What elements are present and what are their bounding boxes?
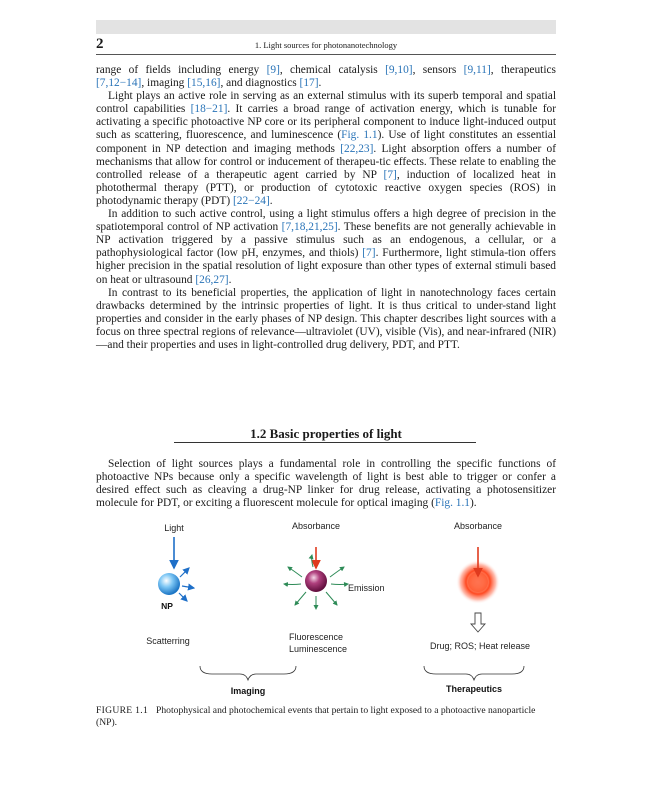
luminescence-label: Luminescence	[288, 644, 348, 654]
imaging-label: Imaging	[230, 686, 266, 696]
citation-link[interactable]: [22,23]	[340, 142, 374, 155]
emission-label: Emission	[348, 583, 385, 593]
np-sphere-blue	[158, 573, 180, 595]
text-run: , therapeutics	[490, 64, 556, 76]
running-head: 1. Light sources for photonanotechnology	[254, 40, 398, 50]
citation-link[interactable]: Fig. 1.1	[341, 129, 378, 142]
text-run: , sensors	[412, 64, 464, 76]
emission-arrow	[331, 584, 348, 585]
emission-arrow	[288, 567, 302, 577]
header-bar	[96, 20, 556, 34]
text-run: ). Use of light constitutes an essential component in NP detection and imaging methods	[96, 129, 556, 155]
scattering-label: Scatterring	[146, 636, 190, 646]
paragraph	[96, 64, 556, 90]
absorbance-label: Absorbance	[453, 521, 503, 531]
caption-label: FIGURE 1.1	[96, 705, 149, 716]
paragraph	[96, 90, 556, 208]
np-glow	[456, 560, 500, 604]
citation-link[interactable]: [15,16]	[187, 77, 221, 90]
light-label: Light	[164, 523, 184, 533]
citation-link[interactable]: [7]	[362, 247, 376, 260]
emission-arrow	[295, 592, 306, 605]
text-run: , chemical catalysis	[279, 64, 386, 76]
paragraph	[96, 287, 556, 352]
np-label: NP	[161, 601, 173, 611]
paragraph	[96, 208, 556, 287]
citation-link[interactable]: [18−21]	[190, 103, 228, 116]
citation-link[interactable]: [9,11]	[463, 64, 491, 76]
page-number: 2	[96, 36, 104, 52]
scatter-arrow	[180, 568, 189, 577]
emission-arrow	[326, 592, 337, 605]
text-run: . These benefits are not generally achievable in NP activation triggered by a passive stimulus such as an endogenous, a cellular, or a pathophysiological factor (low pH, enzymes, and thiols)	[96, 221, 556, 260]
text-run: . Light absorption offers a number of mechanisms that allow for control or inducement of therapeu-tic effects. These relate to enabling the controlled release of a therapeutic agent carried by NP	[96, 142, 556, 181]
citation-link[interactable]: Fig. 1.1	[434, 497, 471, 510]
body-text	[96, 64, 556, 352]
text-run: Selection of light sources plays a fundamental role in controlling the specific functions of photoactive NPs because only a specific wavelength of light is best able to trigger or confer a desired effect such as cleaving a drug-NP linker for drug release, activating a photosensitizer molecule for PDT, or exciting a fluorescent molecule for optical imaging (	[96, 458, 556, 510]
text-run: , and diagnostics	[220, 77, 300, 90]
citation-link[interactable]: [7]	[383, 168, 397, 181]
caption-text: Photophysical and photochemical events that pertain to light exposed to a photoactive nanoparticle (NP).	[96, 705, 536, 728]
emission-arrow	[284, 584, 301, 585]
citation-link[interactable]: [9,10]	[385, 64, 413, 76]
figure-caption	[96, 705, 556, 729]
text-run: .	[269, 194, 273, 207]
np-sphere-red	[468, 572, 488, 592]
release-arrow	[471, 613, 485, 632]
text-run: In addition to such active control, using a light stimulus offers a high degree of precision in the spatiotemporal control of NP activation	[96, 208, 556, 234]
fluorescence-label: Fluorescence	[288, 632, 344, 642]
text-run: range of fields including energy	[96, 64, 267, 76]
text-run: .	[228, 273, 232, 286]
text-run: In contrast to its beneficial properties, the application of light in nanotechnology faces certain drawbacks determined by the intrinsic properties of light. It is thus critical to under-stand light properties and consider in the early phases of NP design. This chapter describes light sources with a focus on three spectral regions of relevance—ultraviolet (UV), visible (Vis), and near-infrared (NIR)—and their properties and uses in light-controlled drug delivery, PDT, and PTT.	[96, 286, 556, 351]
citation-link[interactable]: [17]	[299, 77, 319, 90]
section-heading: 1.2 Basic properties of light	[250, 426, 402, 441]
emission-arrow	[312, 555, 313, 567]
text-run: .	[318, 77, 322, 90]
text-run: , imaging	[141, 77, 188, 90]
citation-link[interactable]: [9]	[266, 64, 280, 76]
scatter-arrow	[182, 586, 194, 588]
body-text-2	[96, 458, 556, 510]
paragraph	[96, 458, 556, 510]
imaging-brace	[200, 666, 296, 680]
section-rule	[174, 442, 476, 443]
emission-arrow	[330, 567, 344, 577]
header-rule	[96, 54, 556, 55]
text-run: . It carries a broad range of activation energy, which is tunable for activating a specific photoactive NP core or its peripheral component to induce light-induced output such as scattering, fluorescence, and luminescence (	[96, 103, 556, 142]
absorbance-label: Absorbance	[291, 521, 341, 531]
citation-link[interactable]: [22−24]	[232, 194, 270, 207]
text-run: . Furthermore, light stimula-tion offers higher precision in the spatial resolution of light exposure than other types of external stimuli based on heat or ultrasound	[96, 247, 556, 286]
np-sphere-purple	[305, 570, 327, 592]
therapeutics-label: Therapeutics	[445, 684, 503, 694]
text-run: Light plays an active role in serving as an external stimulus with its superb temporal and spatial control capabilities	[96, 90, 556, 116]
text-run: ).	[470, 497, 477, 510]
citation-link[interactable]: [26,27]	[195, 273, 229, 286]
page-header	[96, 36, 556, 52]
citation-link[interactable]: [7,18,21,25]	[281, 221, 338, 234]
scatter-arrow	[179, 593, 187, 601]
text-run: , induction of localized heat in photothermal therapy (PTT), or production of cytotoxic reactive oxygen species (ROS) in photodynamic therapy (PDT)	[96, 168, 557, 207]
citation-link[interactable]: [7,12−14]	[96, 77, 142, 90]
release-label: Drug; ROS; Heat release	[429, 641, 531, 651]
therapeutics-brace	[424, 666, 524, 680]
